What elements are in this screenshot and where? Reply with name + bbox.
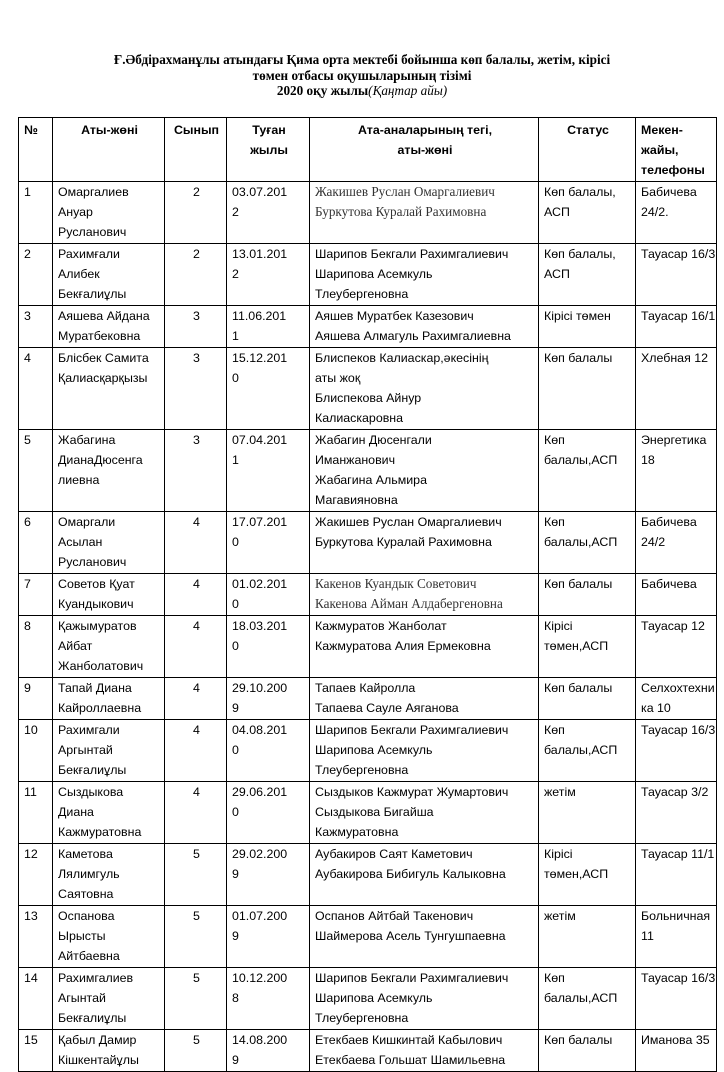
table-row [19, 430, 717, 512]
cell-name-line: Муратбековна [58, 329, 141, 343]
cell-status-line: балалы,АСП [544, 535, 618, 549]
cell-name-line: Саятовна [58, 887, 114, 901]
cell-parents-line: Тлеубергеновна [315, 1011, 409, 1025]
header-parents-line: Ата-аналарының тегі, [357, 123, 493, 137]
cell-birth [227, 306, 310, 348]
cell-name-line: Куандыкович [58, 597, 134, 611]
cell-birth-line: 0 [232, 371, 239, 385]
cell-parents [310, 968, 539, 1030]
cell-parents-line: Буркутова Куралай Рахимовна [315, 535, 492, 549]
header-address [636, 118, 717, 182]
cell-name-line: Блісбек Самита [58, 351, 149, 365]
cell-num: 3 [19, 306, 53, 348]
cell-status-line: Көп балалы, [544, 185, 616, 199]
cell-parents-line: Етекбаев Кишкинтай Кабылович [315, 1033, 503, 1047]
cell-status [539, 244, 636, 306]
cell-status [539, 430, 636, 512]
cell-address [636, 678, 717, 720]
cell-name-line: Оспанова [58, 909, 115, 923]
cell-name [53, 574, 165, 616]
cell-name-line: Бекғалиұлы [58, 763, 127, 777]
cell-birth-line: 18.03.201 [232, 619, 288, 633]
cell-status-line: Көп балалы [544, 1033, 613, 1047]
table-body [19, 182, 717, 1072]
cell-status [539, 1030, 636, 1072]
cell-birth-line: 10.12.200 [232, 971, 288, 985]
cell-status-line: АСП [544, 205, 570, 219]
cell-parents-line: Шарипова Асемкуль [315, 991, 433, 1005]
cell-grade: 5 [165, 906, 227, 968]
cell-parents [310, 906, 539, 968]
cell-birth [227, 512, 310, 574]
table-row [19, 182, 717, 244]
table-row [19, 968, 717, 1030]
cell-birth [227, 1030, 310, 1072]
cell-num: 15 [19, 1030, 53, 1072]
cell-parents [310, 782, 539, 844]
cell-address-line: Тауасар 16/3 [641, 247, 716, 261]
cell-name-line: Ырысты [58, 929, 106, 943]
cell-address [636, 182, 717, 244]
cell-status [539, 968, 636, 1030]
cell-name-line: Русланович [58, 555, 127, 569]
cell-birth-line: 0 [232, 535, 239, 549]
cell-num: 7 [19, 574, 53, 616]
cell-birth-line: 9 [232, 701, 239, 715]
cell-name-line: Қажымуратов [58, 619, 137, 633]
cell-name-line: Рахимғали [58, 247, 120, 261]
header-name: Аты-жөні [53, 118, 165, 182]
cell-num: 11 [19, 782, 53, 844]
cell-parents [310, 616, 539, 678]
cell-address [636, 306, 717, 348]
cell-num: 1 [19, 182, 53, 244]
cell-name-line: Омаргалиев [58, 185, 129, 199]
cell-address-line: Тауасар 12 [641, 619, 705, 633]
cell-num: 14 [19, 968, 53, 1030]
cell-grade: 5 [165, 968, 227, 1030]
table-row [19, 244, 717, 306]
cell-name-line: Агынтай [58, 991, 106, 1005]
header-parents-line: аты-жөні [397, 143, 453, 157]
cell-address-line: Тауасар 16/1 [641, 309, 716, 323]
cell-name-line: Алибек [58, 267, 100, 281]
header-birth-line: Туған [252, 123, 286, 137]
cell-birth-line: 2 [232, 205, 239, 219]
cell-address [636, 616, 717, 678]
cell-parents-line: Сыздыкова Бигайша [315, 805, 434, 819]
cell-parents [310, 182, 539, 244]
cell-parents-line: Шарипова Асемкуль [315, 267, 433, 281]
cell-parents-line: Буркутова Куралай Рахимовна [315, 204, 487, 219]
cell-birth [227, 574, 310, 616]
cell-birth [227, 720, 310, 782]
cell-birth-line: 01.07.200 [232, 909, 288, 923]
cell-name-line: Советов Қуат [58, 577, 135, 591]
cell-birth [227, 244, 310, 306]
cell-name-line: Кішкентайұлы [58, 1053, 139, 1067]
cell-birth-line: 0 [232, 639, 239, 653]
cell-address-line: Бабичева [641, 185, 697, 199]
cell-num: 13 [19, 906, 53, 968]
cell-birth-line: 03.07.201 [232, 185, 288, 199]
table-row [19, 348, 717, 430]
cell-birth-line: 0 [232, 743, 239, 757]
cell-birth [227, 906, 310, 968]
cell-parents-line: Шарипов Бекгали Рахимгалиевич [315, 971, 509, 985]
cell-name-line: Асылан [58, 535, 103, 549]
cell-name [53, 348, 165, 430]
cell-name [53, 1030, 165, 1072]
cell-address-line: Тауасар 11/1 [641, 847, 715, 861]
header-birth-line: жылы [250, 143, 288, 157]
cell-parents-line: Тапаев Кайролла [315, 681, 416, 695]
cell-status-line: Көп [544, 723, 565, 737]
cell-parents-line: Аяшева Алмагуль Рахимгалиевна [315, 329, 511, 343]
cell-status [539, 182, 636, 244]
cell-num: 2 [19, 244, 53, 306]
cell-name-line: Жабагина [58, 433, 116, 447]
cell-parents-line: Кажмуратова Алия Ермековна [315, 639, 491, 653]
cell-status-line: төмен,АСП [544, 639, 609, 653]
cell-parents [310, 844, 539, 906]
cell-parents-line: Жабагина Альмира [315, 473, 427, 487]
table-row [19, 512, 717, 574]
cell-address [636, 968, 717, 1030]
cell-birth-line: 14.08.200 [232, 1033, 288, 1047]
cell-birth [227, 430, 310, 512]
cell-address [636, 782, 717, 844]
cell-parents-line: Аубакиров Саят Каметович [315, 847, 473, 861]
cell-birth [227, 616, 310, 678]
cell-birth [227, 182, 310, 244]
cell-birth-line: 9 [232, 867, 239, 881]
header-address-line: жайы, [641, 143, 679, 157]
cell-status-line: Көп [544, 515, 565, 529]
cell-name [53, 306, 165, 348]
cell-parents-line: Сыздыков Кажмурат Жумартович [315, 785, 509, 799]
cell-parents-line: аты жоқ [315, 371, 361, 385]
cell-parents-line: Какенова Айман Алдабергеновна [315, 596, 503, 611]
cell-grade: 4 [165, 512, 227, 574]
cell-parents-line: Тапаева Сауле Аяганова [315, 701, 459, 715]
cell-address [636, 1030, 717, 1072]
cell-status-line: Кірісі [544, 619, 573, 633]
cell-birth [227, 844, 310, 906]
cell-num: 12 [19, 844, 53, 906]
cell-name-line: Тапай Диана [58, 681, 132, 695]
table-row [19, 844, 717, 906]
cell-birth-line: 2 [232, 267, 239, 281]
cell-parents-line: Блиспекова Айнур [315, 391, 422, 405]
cell-birth-line: 29.10.200 [232, 681, 288, 695]
title-line-3 [0, 83, 724, 99]
cell-birth-line: 8 [232, 991, 239, 1005]
cell-name [53, 182, 165, 244]
cell-birth [227, 678, 310, 720]
cell-parents-line: Тлеубергеновна [315, 287, 409, 301]
cell-name [53, 844, 165, 906]
cell-address [636, 512, 717, 574]
header-num: № [19, 118, 53, 182]
cell-status [539, 678, 636, 720]
cell-num: 10 [19, 720, 53, 782]
cell-grade: 3 [165, 348, 227, 430]
cell-birth [227, 348, 310, 430]
title-line-1: Ғ.Әбдірахманұлы атындағы Қима орта мектебі бойынша көп балалы, жетім, кірісі [113, 52, 611, 67]
cell-address-line: 24/2 [641, 535, 666, 549]
title-line-2: төмен отбасы оқушыларының тізімі [252, 67, 472, 83]
cell-address [636, 430, 717, 512]
cell-birth-line: 07.04.201 [232, 433, 288, 447]
table-row [19, 616, 717, 678]
cell-birth-line: 29.06.201 [232, 785, 288, 799]
cell-birth-line: 0 [232, 805, 239, 819]
cell-name [53, 244, 165, 306]
cell-status-line: төмен,АСП [544, 867, 609, 881]
cell-status [539, 512, 636, 574]
students-table [18, 117, 717, 1072]
cell-status-line: Көп [544, 433, 565, 447]
cell-name-line: Қабыл Дамир [58, 1033, 137, 1047]
cell-address-line: 11 [641, 929, 654, 943]
cell-grade: 3 [165, 306, 227, 348]
cell-address [636, 244, 717, 306]
cell-parents-line: Какенов Куандык Советович [315, 576, 477, 591]
cell-parents [310, 1030, 539, 1072]
cell-status [539, 906, 636, 968]
cell-name-line: Лялимгуль [58, 867, 120, 881]
cell-name-line: Аргынтай [58, 743, 113, 757]
cell-address-line: Бабичева [641, 515, 697, 529]
cell-parents [310, 430, 539, 512]
cell-name-line: Русланович [58, 225, 127, 239]
cell-grade: 5 [165, 1030, 227, 1072]
cell-grade: 4 [165, 616, 227, 678]
cell-name-line: Ануар [58, 205, 93, 219]
cell-birth-line: 13.01.201 [232, 247, 288, 261]
cell-num: 4 [19, 348, 53, 430]
cell-grade: 2 [165, 244, 227, 306]
cell-status [539, 720, 636, 782]
cell-birth-line: 1 [232, 329, 239, 343]
table-row [19, 1030, 717, 1072]
cell-status-line: балалы,АСП [544, 453, 618, 467]
cell-address [636, 844, 717, 906]
cell-birth-line: 0 [232, 597, 239, 611]
cell-status-line: жетім [544, 909, 576, 923]
cell-parents-line: Шаймерова Асель Тунгушпаевна [315, 929, 506, 943]
cell-name [53, 430, 165, 512]
header-status: Статус [539, 118, 636, 182]
header-parents [310, 118, 539, 182]
cell-status [539, 306, 636, 348]
cell-address-line: Хлебная 12 [641, 351, 709, 365]
cell-birth-line: 15.12.201 [232, 351, 288, 365]
cell-grade: 4 [165, 574, 227, 616]
cell-parents [310, 512, 539, 574]
cell-parents-line: Етекбаева Гольшат Шамильевна [315, 1053, 506, 1067]
table-row [19, 306, 717, 348]
cell-parents [310, 678, 539, 720]
cell-status-line: жетім [544, 785, 576, 799]
cell-num: 5 [19, 430, 53, 512]
cell-parents-line: Блиспеков Калиаскар,әкесінің [315, 351, 489, 365]
cell-status-line: балалы,АСП [544, 743, 618, 757]
cell-name [53, 906, 165, 968]
cell-birth-line: 17.07.201 [232, 515, 288, 529]
cell-name-line: Рахимгали [58, 723, 120, 737]
cell-status-line: Көп балалы [544, 681, 613, 695]
cell-name-line: Айбат [58, 639, 93, 653]
cell-parents-line: Тлеубергеновна [315, 763, 409, 777]
title-month: (Қаңтар айы) [368, 83, 448, 98]
cell-parents [310, 720, 539, 782]
cell-address-line: 18 [641, 453, 655, 467]
cell-name [53, 616, 165, 678]
cell-parents-line: Оспанов Айтбай Такенович [315, 909, 474, 923]
cell-parents-line: Жабагин Дюсенгали [315, 433, 432, 447]
cell-parents-line: Шарипова Асемкуль [315, 743, 433, 757]
cell-grade: 5 [165, 844, 227, 906]
cell-name-line: Диана [58, 805, 94, 819]
cell-birth-line: 9 [232, 929, 239, 943]
cell-status-line: Көп балалы [544, 577, 613, 591]
cell-address-line: Тауасар 16/3 [641, 971, 716, 985]
cell-name-line: Кайроллаевна [58, 701, 142, 715]
cell-name-line: Аяшева Айдана [58, 309, 150, 323]
cell-name-line: ДианаДюсенга [58, 453, 143, 467]
cell-address-line: Энергетика [641, 433, 707, 447]
cell-grade: 4 [165, 782, 227, 844]
header-address-line: телефоны [641, 163, 705, 177]
cell-address-line: Иманова 35 [641, 1033, 710, 1047]
cell-address-line: 24/2. [641, 205, 669, 219]
cell-birth [227, 968, 310, 1030]
cell-grade: 4 [165, 678, 227, 720]
cell-status [539, 574, 636, 616]
cell-parents-line: Аяшев Муратбек Казезович [315, 309, 474, 323]
cell-address-line: Тауасар 3/2 [641, 785, 709, 799]
cell-birth-line: 04.08.201 [232, 723, 288, 737]
cell-address-line: Бабичева [641, 577, 697, 591]
cell-address-line: Селхохтехни [641, 681, 715, 695]
cell-parents [310, 244, 539, 306]
table-row [19, 678, 717, 720]
cell-name [53, 678, 165, 720]
cell-address [636, 574, 717, 616]
cell-status-line: Кірісі төмен [544, 309, 611, 323]
cell-address-line: Тауасар 16/3 [641, 723, 716, 737]
title-year: 2020 оқу жылы [276, 83, 369, 98]
cell-name-line: Рахимгалиев [58, 971, 134, 985]
cell-birth [227, 782, 310, 844]
cell-name [53, 968, 165, 1030]
cell-parents [310, 306, 539, 348]
cell-name-line: Жанболатович [58, 659, 144, 673]
cell-address [636, 906, 717, 968]
cell-parents-line: Кажмуратовна [315, 825, 399, 839]
cell-address [636, 720, 717, 782]
cell-num: 9 [19, 678, 53, 720]
cell-birth-line: 01.02.201 [232, 577, 288, 591]
cell-num: 8 [19, 616, 53, 678]
cell-name [53, 720, 165, 782]
cell-grade: 2 [165, 182, 227, 244]
header-address-line: Мекен- [641, 123, 683, 137]
cell-grade: 3 [165, 430, 227, 512]
table-row [19, 782, 717, 844]
cell-status-line: АСП [544, 267, 570, 281]
cell-name-line: Қалиасқарқызы [58, 371, 148, 385]
cell-name [53, 782, 165, 844]
header-birth [227, 118, 310, 182]
cell-parents-line: Кажмуратов Жанболат [315, 619, 447, 633]
cell-status [539, 348, 636, 430]
cell-status-line: Кірісі [544, 847, 573, 861]
cell-parents-line: Аубакирова Бибигуль Калыковна [315, 867, 506, 881]
cell-parents-line: Жакишев Руслан Омаргалиевич [315, 184, 495, 199]
cell-parents-line: Шарипов Бекгали Рахимгалиевич [315, 247, 509, 261]
cell-name [53, 512, 165, 574]
cell-address-line: Больничная [641, 909, 711, 923]
cell-parents-line: Шарипов Бекгали Рахимгалиевич [315, 723, 509, 737]
table-row [19, 720, 717, 782]
cell-status [539, 782, 636, 844]
cell-name-line: лиевна [58, 473, 100, 487]
cell-birth-line: 1 [232, 453, 239, 467]
cell-name-line: Бекғалиұлы [58, 287, 127, 301]
cell-birth-line: 29.02.200 [232, 847, 288, 861]
cell-num: 6 [19, 512, 53, 574]
cell-name-line: Кажмуратовна [58, 825, 142, 839]
cell-parents-line: Жакишев Руслан Омаргалиевич [315, 515, 502, 529]
cell-address-line: ка 10 [641, 701, 671, 715]
cell-status [539, 844, 636, 906]
cell-birth-line: 9 [232, 1053, 239, 1067]
cell-address [636, 348, 717, 430]
table-row [19, 906, 717, 968]
cell-parents [310, 348, 539, 430]
cell-status-line: балалы,АСП [544, 991, 618, 1005]
cell-birth-line: 11.06.201 [232, 309, 287, 323]
cell-status-line: Көп [544, 971, 565, 985]
cell-name-line: Каметова [58, 847, 113, 861]
cell-name-line: Бекғалиұлы [58, 1011, 127, 1025]
cell-name-line: Омаргали [58, 515, 116, 529]
table-row [19, 574, 717, 616]
cell-status-line: Көп балалы [544, 351, 613, 365]
table-header-row [19, 118, 717, 182]
document-title [0, 52, 724, 99]
cell-parents [310, 574, 539, 616]
cell-name-line: Сыздыкова [58, 785, 124, 799]
cell-parents-line: Калиаскаровна [315, 411, 404, 425]
header-grade: Сынып [165, 118, 227, 182]
cell-status [539, 616, 636, 678]
cell-parents-line: Иманжанович [315, 453, 396, 467]
cell-status-line: Көп балалы, [544, 247, 616, 261]
cell-name-line: Айтбаевна [58, 949, 120, 963]
cell-grade: 4 [165, 720, 227, 782]
cell-parents-line: Магавияновна [315, 493, 398, 507]
